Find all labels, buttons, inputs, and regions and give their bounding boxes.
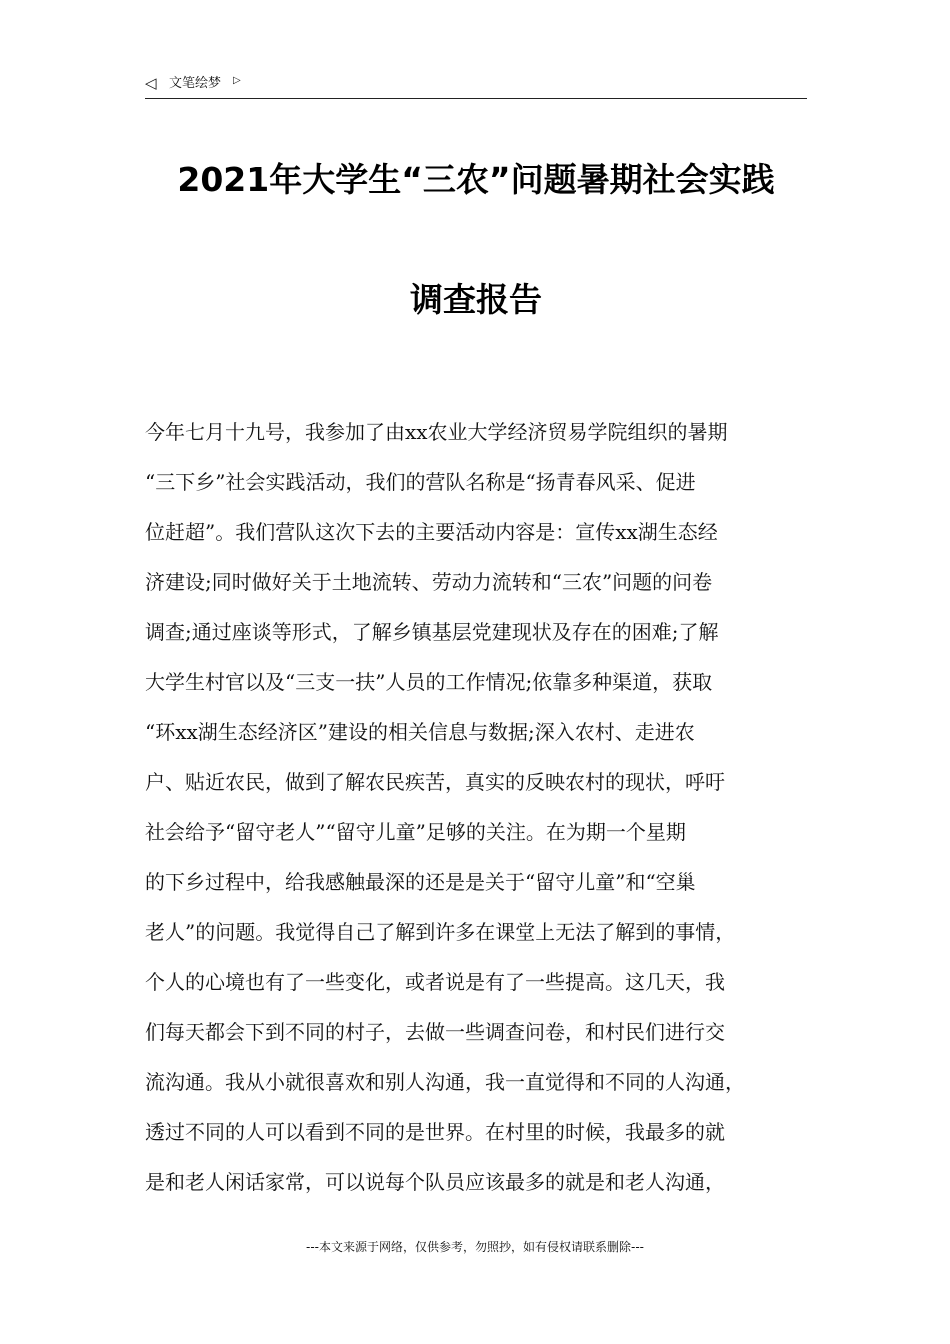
body-line: 个人的心境也有了一些变化，或者说是有了一些提高。这几天，我 [145,970,725,994]
body-line: 透过不同的人可以看到不同的是世界。在村里的时候，我最多的就 [145,1120,725,1144]
body-line: 户、贴近农民，做到了解农民疾苦，真实的反映农村的现状，呼吁 [145,770,725,794]
body-paragraph [145,413,810,1213]
footer-notice: ---本文来源于网络，仅供参考，勿照抄，如有侵权请联系删除--- [306,1240,644,1254]
header-brand: 文笔绘梦 [169,76,222,91]
body-line: 济建设;同时做好关于土地流转、劳动力流转和“三农”问题的问卷 [145,570,713,594]
body-line: 今年七月十九号，我参加了由xx农业大学经济贸易学院组织的暑期 [145,420,728,444]
body-line: “三下乡”社会实践活动，我们的营队名称是“扬青春风采、促进 [145,470,696,494]
body-line: 社会给予“留守老人”“留守儿童”足够的关注。在为期一个星期 [145,820,686,844]
page-header [145,72,807,99]
body-line: 老人”的问题。我觉得自己了解到许多在课堂上无法了解到的事情， [145,920,736,944]
body-line: 是和老人闲话家常，可以说每个队员应该最多的就是和老人沟通， [145,1170,725,1194]
document-title-line-1: 2021年大学生“三农”问题暑期社会实践 [177,160,775,199]
body-line: 大学生村官以及“三支一扶”人员的工作情况;依靠多种渠道，获取 [145,670,713,694]
body-line: 调查;通过座谈等形式，了解乡镇基层党建现状及存在的困难;了解 [145,620,719,644]
document-title-line-2: 调查报告 [410,280,542,319]
left-triangle-icon: ◁ [145,74,157,92]
body-line: 位赶超”。我们营队这次下去的主要活动内容是：宣传xx湖生态经 [145,520,718,544]
body-line: “环xx湖生态经济区”建设的相关信息与数据;深入农村、走进农 [145,720,695,744]
right-triangle-icon: ▷ [233,75,241,86]
body-line: 流沟通。我从小就很喜欢和别人沟通，我一直觉得和不同的人沟通， [145,1070,745,1094]
body-line: 们每天都会下到不同的村子，去做一些调查问卷，和村民们进行交 [145,1020,725,1044]
body-line: 的下乡过程中，给我感触最深的还是是关于“留守儿童”和“空巢 [145,870,696,894]
